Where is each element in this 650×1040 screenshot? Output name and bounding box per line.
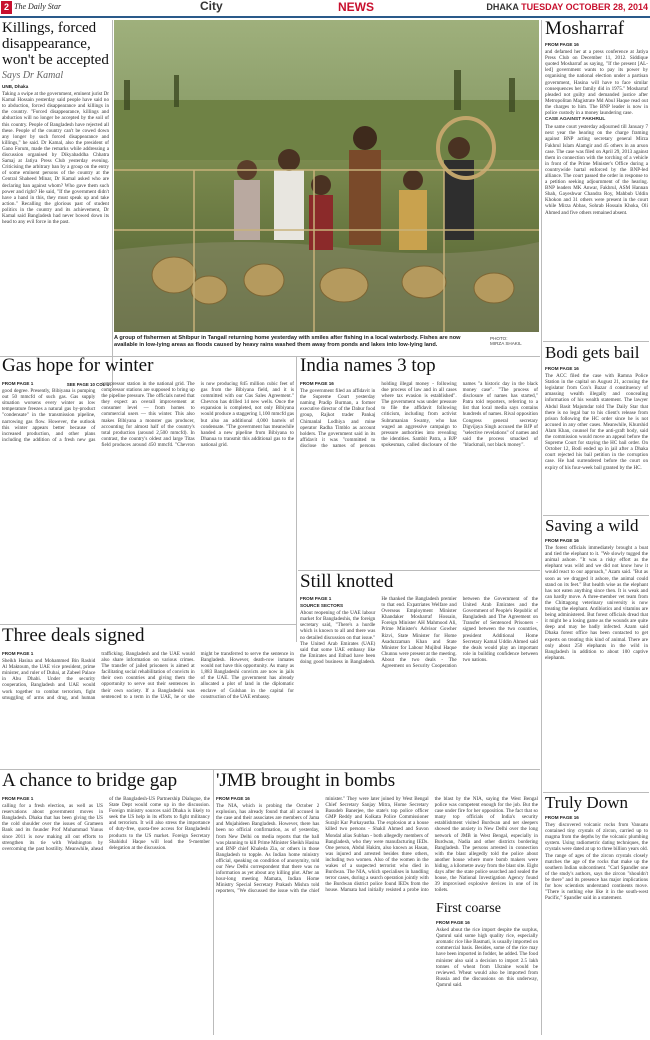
masthead: [0, 0, 650, 18]
still-text: About reopening of the UAE labour market for Bangladeshis, the foreign secretary said, "There's a hurdle which is known to all and there was no detailed discussion on that issue." The United Arab Emirates (UAE) said that some UAE embassy like the Emirates and Etihad have been doing good business in Bangladesh. He thanked the Bangladesh premier to that end. Expatriates Welfare and Overseas Employment Minister Khandaker Mosharraf Hossain, Foreign Minister AH Mahmood Ali, Prime Minister's Advisor Gowher Rizvi, State Minister for Home Asaduzzaman Khan and State Minister for Labour Mujibul Haque Chunnu were present at the meeting. About the two deals - The Agreement on Security Cooperation between the Government of the United Arab Emirates and the Government of People's Republic of Bangladesh and The Agreement on Transfer of Sentenced Prisoners - signed between the two countries, president Additional Home Secretary Kamal Uddin Ahmed said the deals would play an important role in building confidence between two nations.: [300, 596, 538, 670]
killings-source: UNB, Dhaka: [2, 84, 29, 89]
india-text: The government filed an affidavit in the Supreme Court yesterday naming Pradip Burman, a former executive director of the Dabur food group, Rajkot trader Pankaj Chimanlal Lodhiya and mine operator Radha Timblo as account holders. The government said in its affidavit it was "committed to disclose the names of persons holding illegal money - following due process of law and in all cases where tax evasion is established". The government was under pressure to file the affidavit following criticism, including from activist Subramanian Swamy, who has waged an aggressive campaign to pressure authorities into revealing the identities. Sambit Patra, a BJP spokesman, called disclosure of the names "a historic day in the black money case". "The process of disclosure of names has started," Patra told reporters, referring to a list that local media says contains hundreds of names. Rival opposition Congress general secretary Digvijaya Singh accused the BJP of "selective revelations" of names and said the process smacked of "blackmail, not black money".: [300, 381, 538, 449]
truly-text: They discovered volcanic rocks from Vanuatu contained tiny crystals of zircon, carried up to magma from the depths by the volcanic plumbing system. Using radiometric dating techniques, the crystals were dated at up to three billion years old. The range of ages of the zircon crystals closely matches the age of the rocks that make up the southern Indian subcontinent. "Carl Spandler one of the study's authors, says the zircon "shouldn't be there" and its presence has major implications for how scientists understand continents move. "There is nothing else like it in the south-west Pacific," Spandler said in a statement.: [545, 822, 648, 902]
mosharraf-text-2: The same court yesterday adjourned till January 7 next year the hearing on the charge framing against BNP acting secretary general Mirza Fakhrul Islam Alamgir and 45 others in an arson case. The case was filed on April 29, 2013 against them in connection with the torching of a vehicle in front of the Prime Minister's Office during a countrywide hartal enforced by the BNP-led alliance. The court passed the order in response to a petition seeking adjournment of the hearing. BNP leaders MK Anwar, Fakhrul, ASM Hannan Shah, Gayeshwar Chandra Roy, Mahbub Uddin Khokon and 31 others were present in the court while Mirza Abbas, Sohrab Hossain Khoka, Oli Ahmed and five others remained absent.: [545, 124, 648, 216]
three-body: [2, 651, 294, 768]
gas-body: [2, 381, 294, 621]
dateline: [486, 2, 648, 12]
killings-text: Taking a swipe at the government, eminent jurist Dr Kamal Hossain yesterday said people have said no to abduction, forced disappearance and killings in the country. "Forced disappearance, killings and abduction will no longer be accepted by the soil of this country. People of Bangladesh have rejected all these. People of the country can't be cowed down any longer by such forced disappearance and killings," he said. Dr Kamal, also the president of Gano Forum, made the remarks while addressing a discussion organised by Dikyabaddha Chhatra Samaj at Jatiya Press Club yesterday evening. Criticising the arbitrary ban by a group on the entry of some eminent persons of the country at the Central Shaheed Minar, Dr Kamal asked who are declaring ban against whom? Who gave them such power and right? He said, "If the government didn't have a hand in this, they must speak up and take action." Recalling the glorious past of student politics in the country and its achievement, Dr Kamal said Bangladesh had never bowed down its head to any evil force in the past.: [2, 91, 109, 226]
photo-credit-label: PHOTO:: [490, 336, 508, 341]
saving-body: [545, 538, 648, 790]
category-label: NEWS: [338, 0, 374, 14]
first-coarse-panel: [434, 900, 540, 1038]
three-text: Sheikh Hasina and Mohammed Bin Rashid Al Maktoum, the UAE vice president, prime minister, and ruler of Dubai, at Zabeel Palace in Abu Dhabi. Under the security cooperation, Bangladesh and UAE would work together to combat terrorism, fight smuggling of arms and drug, and human trafficking. Bangladesh and the UAE would also share information on various crimes. The transfer of jailed prisoners is aimed at facilitating social rehabilitation of convicts in their own countries and giving them the opportunity to serve out their sentences in their own society. If a Bangladeshi was sentenced to a term in the UAE, he or she might be transferred to serve the sentence in Bangladesh. However, death-row inmates would not have this opportunity. As many as 1,883 Bangladeshi convicts are now in jails of the UAE. The government has already allocated a plot of land in the diplomatic enclave of Gulshan in the capital for construction of the UAE embassy.: [2, 651, 294, 701]
gas-from: FROM PAGE 1: [2, 381, 34, 386]
first-body: [436, 920, 538, 1036]
first-headline: First coarse: [436, 901, 501, 916]
bridge-body: [2, 796, 210, 1036]
saving-headline: Saving a wild: [545, 516, 639, 535]
saving-from: FROM PAGE 16: [545, 538, 579, 543]
truly-body: [545, 815, 648, 1037]
paper-name: The Daily Star: [14, 2, 62, 11]
bodi-headline: Bodi gets bail: [545, 343, 640, 362]
still-body: [300, 596, 538, 766]
still-source: SOURCE SECTORS: [300, 603, 344, 609]
saving-text: The forest officials immediately brought a boat and tied the elephant to it. "We slowly tugged the animal ashore. "It was a risky effort as the elephant was wild and we did not know how it would react to our approach," Azam said. "But as soon as we dragged it ashore, the animal could stand on its feet." But health wise as the elephant has not eaten anything since then. It is weak and can hardly move. A three-member vet team from the Chittagong veterinary university is now treating the elephant. Antibiotics and vitamins are being administered. But forest officials dread that it might be a losing game as the wounds are quite deep and may be badly infected. Azam said Dhaka forest office has been contacted to get experts on treating this kind of animal. There are only about 250 elephants in the wild in Bangladesh in addition to about 100 captive elephants.: [545, 545, 648, 661]
mosharraf-subhead: CASE AGAINST FAKHRUL: [545, 117, 606, 123]
bridge-from: FROM PAGE 1: [2, 796, 34, 801]
india-body: [300, 381, 538, 569]
mosharraf-body: [545, 42, 648, 340]
photo-caption: A group of fishermen at Shibpur in Tangail returning home yesterday with smiles after fishing in a local waterbody. Fishes are now available in low-lying areas as floods caused by heavy rains washed them away from ponds and lakes into low-lying land.: [114, 335, 461, 348]
fishermen-photo: [114, 20, 539, 332]
fishermen-photo-illustration: [114, 20, 539, 332]
three-headline: Three deals signed: [2, 625, 145, 646]
bodi-text: The ACC filed the case with Ramna Police Station in the capital on August 21, accusing the legislator from Cox's Bazar 4 constituency of amassing wealth illegally and concealing information of his wealth statement. The lawyer Abdul Basit Majumdar told The Daily Star that there is no legal bar to his client's release from prison following the HC order since he is not accused in any other cases. Meanwhile, Khurshid Alam Khan, counsel for the anti-graft body, said the commission would move an appeal before the Supreme Court for staying the HC bail order. On October 12, Bodi ended up in jail after a Dhaka court rejected his bail petition in the corruption case. He had surrendered before the court on expiry of his four-week bail granted by the HC.: [545, 373, 648, 471]
gas-headline: Gas hope for winter: [2, 355, 154, 376]
killings-headline: Killings, forced disappearance, won't be accepted: [2, 20, 109, 68]
bridge-text: calling for a fresh election, as well as US reservations about government moves in Bangladesh. Dhaka that has been giving the US the cold shoulder over the issues of Grameen Bank and its founder Prof Muhammad Yunus since 2011 is now making all out efforts to strengthen its tie with Washington by overcoming the past hostility. Meanwhile, ahead of the Bangladesh-US Partnership Dialogue, the State Dept would come up in the discussion. Foreign ministry sources said Dhaka is likely to seek the US help in its efforts to fight militancy and terrorism. It will also stress the importance of duty-free, quota-free access for Bangladeshi products to the US market. Foreign Secretary Shahidul Haque will lead the 9-member delegation at the discussion.: [2, 796, 210, 852]
photo-credit-name: MIRZA SHAKIL: [490, 341, 522, 347]
india-headline: India names 3 top: [300, 355, 436, 376]
section-label: City: [200, 0, 223, 13]
truly-from: FROM PAGE 16: [545, 815, 579, 820]
first-from: FROM PAGE 16: [436, 920, 470, 925]
jmb-text: The NIA, which is probing the October 2 explosion, has already found that all accused in the case and their associates are members of Jama and Mujahideen Bangladesh. However, there has been no official confirmation, as of yesterday, from New Delhi on media reports that the ball was planning to kill Prime Minister Sheikh Hasina and BNP chief Khaleda Zia, or others in those Bangladesh to topple. As Indian home ministry official, speaking on condition of anonymity, told our New Delhi correspondent that there was no information as yet about any killing plot. After an hour-long meeting Mamata, Indian Home Ministry Special Secretary Prakash Mishra told reporters, "We discussed the issue with the chief minister." They were later joined by West Bengal Chief Secretary Sanjay Mitra, Home Secretary Basudeb Banerjee, the state's top police officer GMP Reddy and Kolkata Police Commissioner Surajit Kar Purkayastha. The explosion at a house killed two persons - Shakil Ahmed and Suvon Mondal alias Subhan - both allegedly members of Bangladesh, who they were manufacturing IEDs. One person, Abdul Hakim, also known as Hasan, was injured and arrested besides three others, including two women. Also of the women in the wakes of a suspected terrorist who died in Burdwan. The NIA, which specialises in handling terror cases, during a search operation jointly with the Burdwan district police found IEDs from the house. Mamata had initially resisted a probe into the blast by the NIA, saying the West Bengal police was competent enough for the job. But the case under fire for her opposition. The fact that so many top officials of India's security establishment visited Burdwan and net sleepers showed the anxiety in New Delhi over the long network of JMB in West Bengal, especially in Burdwan, Nadia and other districts bordering Bangladesh. The persons arrested in connection with the blast allegedly told the police about another house where more bomb makers were hiding, a kilometre away from the blast site. Eight days after the state police searched and sealed the house, the National Investigation Agency found 39 improvised explosive devices in one of its toilets.: [216, 796, 538, 895]
first-text: Asked about the rice import despite the surplus, Qamrul said some high quality rice, especially aromatic rice like Basmati, is usually imported on commercial basis. Besides, some of the rice may have been imported in fodder, he added. The food minister also said a decision to import 2.5 lakh tonnes of wheat from Ukraine would be reviewed. Wheat would also be imported from Russia and the discussions on this underway, Qamrul said.: [436, 927, 538, 988]
still-from: FROM PAGE 1: [300, 596, 332, 601]
three-from: FROM PAGE 1: [2, 651, 34, 656]
bodi-body: [545, 366, 648, 514]
dateline-city: DHAKA: [486, 2, 519, 12]
photo-credit: [490, 336, 538, 347]
jmb-from: FROM PAGE 16: [216, 796, 250, 801]
bridge-headline: A chance to bridge gap: [2, 770, 178, 791]
mosharraf-from: FROM PAGE 16: [545, 42, 579, 47]
dateline-date: TUESDAY OCTOBER 28, 2014: [521, 2, 648, 12]
bodi-from: FROM PAGE 16: [545, 366, 579, 371]
killings-byline: Says Dr Kamal: [2, 70, 64, 81]
killings-body: [2, 84, 109, 380]
gas-text: good degree. Presently, Bibiyana is pumping out 50 mmcfd of such gas. Gas supply situation worsens every winter as low temperature freezes a natural gas by-product "condensate" in the transmission pipeline, narrowing gas flow. However, the outlook this winter appears better because of increased production, and other plans including the addition of a fresh new gas compressor station in the national grid. The compressor stations are supposed to bring up the pipeline pressure. The officials noted that they expect an overall improvement at consumer level — from homes to commercial users — this winter. This also makes Bibiyana a monster gas producer, accounting for almost half of the country's total production (around 2,500 mmcfd). In contrast, the country's oldest and large Titas field produces around 450 mmcfd. "Chevron is now producing 845 million cubic feet of gas from the Bibiyana field, and it is committed with our Gas Sales Agreement." Chevron has drilled 14 new wells. Once the expansion is completed, not only Bibiyana would produce a staggering 1,100 mmcfd gas but also an additional 4,000 barrels of condensate. "The government has meanwhile handed a new pipeline from Bibiyana to Dhanua to transmit this additional gas to the national grid.: [2, 381, 294, 448]
jmb-headline: 'JMB brought in bombs: [216, 770, 396, 791]
mosharraf-headline: Mosharraf: [545, 18, 625, 39]
mosharraf-text: and defamed her at a press conference at Jatiya Press Club on December 11, 2012. Siddique quoted Mosharraf as saying, "If the present [AL-led] government wants to pay its power by organising the national election under a partisan government, Hasina will have to face similar consequences her family did in 1975." Mosharraf pleaded not guilty and demanded justice after Metropolitan Magistrate Md Abul Haque read out the charges to him. The BNP leader is now in police custody in a money laundering case.: [545, 49, 648, 117]
still-headline: Still knotted: [300, 571, 394, 592]
truly-headline: Truly Down: [545, 793, 628, 812]
page-number: 2: [1, 1, 12, 14]
killings-continued: SEE PAGE 10 COL 4: [66, 382, 109, 387]
india-from: FROM PAGE 16: [300, 381, 334, 386]
